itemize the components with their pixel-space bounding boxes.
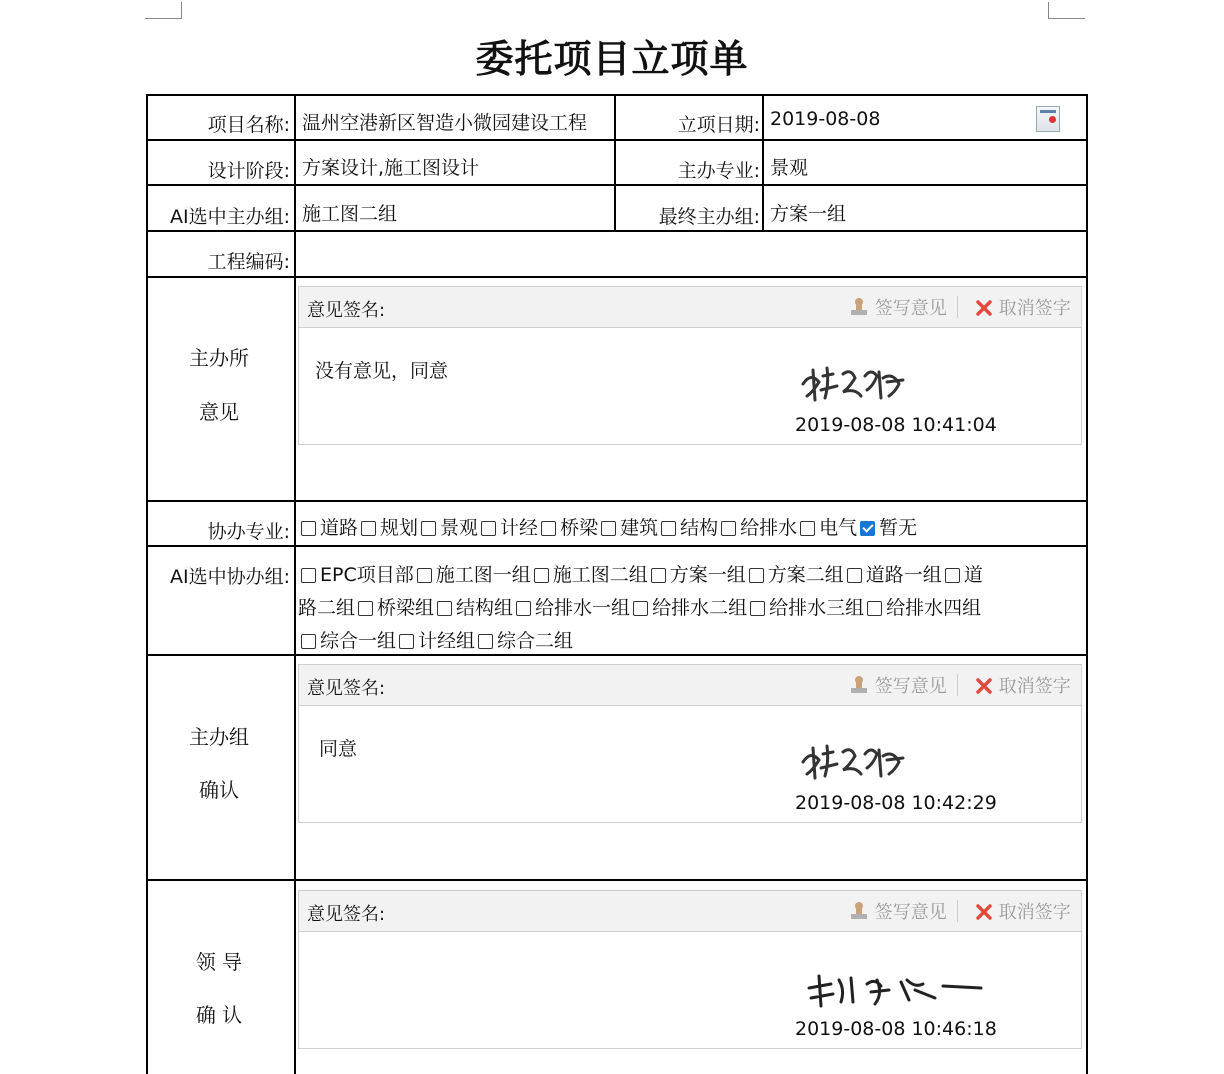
- checkbox[interactable]: [750, 601, 765, 616]
- row-divider: [148, 879, 1086, 881]
- checkbox-label: 给排水二组: [652, 597, 748, 619]
- checkbox-label: 施工图二组: [552, 564, 648, 586]
- section-label: 确 认: [195, 1003, 243, 1027]
- checkbox-label: 桥梁: [560, 517, 599, 539]
- checkbox-label: 综合二组: [497, 630, 574, 652]
- checkbox[interactable]: [361, 521, 376, 536]
- panel-header: [299, 665, 1081, 706]
- major-label: 主办专业:: [677, 160, 760, 182]
- checkbox-label: 规划: [380, 517, 419, 539]
- checkbox-label: 施工图一组: [435, 564, 531, 586]
- close-icon: [975, 903, 993, 921]
- checkbox-label: 计经: [500, 517, 539, 539]
- panel-body: [299, 328, 1081, 444]
- checkbox-option[interactable]: [414, 564, 531, 586]
- panel-body: [299, 706, 1081, 822]
- section-label: 主办所: [189, 346, 249, 370]
- checkbox-option[interactable]: [298, 517, 358, 539]
- checkbox-label: 给排水一组: [535, 597, 631, 619]
- stamp-icon: [849, 297, 869, 317]
- checkbox[interactable]: [534, 568, 549, 583]
- opinion-panel: [298, 286, 1082, 445]
- option-line: [298, 592, 1082, 625]
- checkbox-option[interactable]: [857, 517, 917, 539]
- assist-major-label: 协办专业:: [207, 521, 290, 543]
- row-divider: [148, 500, 1086, 502]
- row-divider: [148, 230, 1086, 232]
- sign-timestamp: 2019-08-08 10:46:18: [795, 1018, 997, 1040]
- cancel-sign-button[interactable]: [975, 672, 1071, 698]
- assist-group-options: [298, 559, 1082, 658]
- sign-opinion-label: 签写意见: [874, 676, 947, 697]
- project-name-label: 项目名称:: [207, 114, 290, 136]
- crop-mark-right: [1048, 2, 1085, 19]
- checkbox[interactable]: [651, 568, 666, 583]
- checkbox-label: 结构: [680, 517, 719, 539]
- checkbox-option[interactable]: [718, 517, 797, 539]
- signature-image: [799, 740, 909, 782]
- checkbox-option[interactable]: [396, 630, 475, 652]
- checkbox[interactable]: [945, 568, 960, 583]
- checkbox-option[interactable]: [475, 630, 573, 652]
- row-divider: [148, 94, 1086, 96]
- checkbox[interactable]: [301, 521, 316, 536]
- sign-opinion-label: 签写意见: [874, 298, 947, 319]
- checkbox-label: 计经组: [418, 630, 476, 652]
- assist-major-options: [298, 512, 1082, 545]
- checkbox[interactable]: [860, 521, 875, 536]
- calendar-icon[interactable]: [1036, 106, 1060, 132]
- checkbox[interactable]: [481, 521, 496, 536]
- signature-image: [799, 362, 909, 404]
- checkbox-label: 给排水: [740, 517, 798, 539]
- sign-opinion-button[interactable]: [849, 672, 947, 698]
- col-divider: [294, 276, 296, 1074]
- opinion-panel: [298, 664, 1082, 823]
- sign-opinion-label: 签写意见: [874, 902, 947, 923]
- col-divider: [294, 94, 296, 276]
- checkbox[interactable]: [301, 568, 316, 583]
- col-divider: [614, 94, 616, 230]
- sign-timestamp: 2019-08-08 10:42:29: [795, 792, 997, 814]
- col-divider: [762, 94, 764, 230]
- row-divider: [148, 545, 1086, 547]
- checkbox-label: 结构组: [456, 597, 514, 619]
- cancel-sign-label: 取消签字: [998, 902, 1071, 923]
- stage-label: 设计阶段:: [207, 160, 290, 182]
- stamp-icon: [849, 675, 869, 695]
- page-title: 委托项目立项单: [475, 37, 749, 81]
- checkbox[interactable]: [601, 521, 616, 536]
- cancel-sign-label: 取消签字: [998, 298, 1071, 319]
- checkbox[interactable]: [661, 521, 676, 536]
- section-label: 意见: [199, 400, 239, 424]
- row-divider: [148, 276, 1086, 278]
- date-field[interactable]: 2019-08-08: [770, 108, 881, 130]
- checkbox-label: 建筑: [620, 517, 659, 539]
- checkbox[interactable]: [478, 634, 493, 649]
- checkbox[interactable]: [301, 634, 316, 649]
- checkbox-label: 方案一组: [669, 564, 746, 586]
- checkbox[interactable]: [721, 521, 736, 536]
- panel-header: [299, 891, 1081, 932]
- checkbox[interactable]: [749, 568, 764, 583]
- checkbox-option[interactable]: [355, 597, 434, 619]
- button-separator: [957, 296, 958, 318]
- checkbox[interactable]: [867, 601, 882, 616]
- final-group-field[interactable]: 方案一组: [770, 203, 847, 225]
- checkbox[interactable]: [633, 601, 648, 616]
- checkbox-label: 电气: [819, 517, 858, 539]
- checkbox-option[interactable]: [746, 564, 844, 586]
- checkbox-label: 道路一组: [865, 564, 942, 586]
- opinion-text: 没有意见，同意: [315, 360, 449, 382]
- cancel-sign-button[interactable]: [975, 294, 1071, 320]
- cancel-sign-button[interactable]: [975, 898, 1071, 924]
- crop-mark-left: [145, 2, 182, 19]
- checkbox-option[interactable]: [844, 564, 942, 586]
- checkbox[interactable]: [516, 601, 531, 616]
- checkbox[interactable]: [421, 521, 436, 536]
- checkbox[interactable]: [800, 521, 815, 536]
- checkbox[interactable]: [417, 568, 432, 583]
- checkbox-label: 路二组: [298, 597, 356, 619]
- checkbox-label: 道: [963, 564, 983, 586]
- panel-body: [299, 932, 1081, 1048]
- ai-group-field[interactable]: 施工图二组: [302, 203, 398, 225]
- major-field[interactable]: 景观: [770, 157, 809, 179]
- button-separator: [957, 900, 958, 922]
- checkbox-label: 给排水三组: [769, 597, 865, 619]
- section-label: 主办组: [189, 725, 249, 749]
- checkbox[interactable]: [358, 601, 373, 616]
- checkbox-option[interactable]: [630, 597, 747, 619]
- checkbox-option[interactable]: [478, 517, 538, 539]
- checkbox-option[interactable]: [298, 630, 396, 652]
- assist-group-label: AI选中协办组:: [169, 566, 290, 588]
- option-line: [298, 559, 1082, 592]
- option-line: [298, 625, 1082, 658]
- row-divider: [148, 184, 1086, 186]
- opinion-text: 同意: [319, 738, 358, 760]
- signature-image: [805, 972, 985, 1008]
- panel-header-label: 意见签名:: [307, 678, 386, 699]
- checkbox-option[interactable]: [513, 597, 630, 619]
- checkbox-option[interactable]: [648, 564, 746, 586]
- close-icon: [975, 299, 993, 317]
- panel-header-label: 意见签名:: [307, 904, 386, 925]
- checkbox-option[interactable]: [434, 597, 513, 619]
- project-name-field[interactable]: 温州空港新区智造小微园建设工程: [302, 112, 588, 134]
- section-label: 确认: [199, 778, 239, 802]
- checkbox[interactable]: [437, 601, 452, 616]
- panel-header: [299, 287, 1081, 328]
- checkbox-option[interactable]: [298, 564, 414, 586]
- checkbox-option[interactable]: [298, 597, 355, 619]
- checkbox-option[interactable]: [531, 564, 648, 586]
- row-divider: [148, 139, 1086, 141]
- code-label: 工程编码:: [207, 251, 290, 273]
- opinion-panel: [298, 890, 1082, 1049]
- checkbox-label: 方案二组: [767, 564, 844, 586]
- checkbox-label: 道路: [320, 517, 359, 539]
- checkbox[interactable]: [541, 521, 556, 536]
- checkbox-label: 暂无: [879, 517, 918, 539]
- checkbox-option[interactable]: [797, 517, 857, 539]
- final-group-label: 最终主办组:: [658, 206, 760, 228]
- section-label: 领 导: [195, 950, 243, 974]
- sign-timestamp: 2019-08-08 10:41:04: [795, 414, 997, 436]
- sign-opinion-button[interactable]: [849, 898, 947, 924]
- ai-group-label: AI选中主办组:: [169, 206, 290, 228]
- checkbox-option[interactable]: [864, 597, 981, 619]
- sign-opinion-button[interactable]: [849, 294, 947, 320]
- checkbox[interactable]: [847, 568, 862, 583]
- checkbox-option[interactable]: [358, 517, 418, 539]
- date-label: 立项日期:: [677, 114, 760, 136]
- stamp-icon: [849, 901, 869, 921]
- checkbox-label: EPC项目部: [320, 564, 414, 586]
- button-separator: [957, 674, 958, 696]
- checkbox-label: 综合一组: [320, 630, 397, 652]
- checkbox-option[interactable]: [942, 564, 983, 586]
- checkbox-option[interactable]: [598, 517, 658, 539]
- close-icon: [975, 677, 993, 695]
- checkbox-option[interactable]: [538, 517, 598, 539]
- stage-field[interactable]: 方案设计,施工图设计: [302, 157, 480, 179]
- cancel-sign-label: 取消签字: [998, 676, 1071, 697]
- checkbox-option[interactable]: [658, 517, 718, 539]
- panel-header-label: 意见签名:: [307, 300, 386, 321]
- project-form: [146, 94, 1088, 1074]
- checkbox-label: 景观: [440, 517, 479, 539]
- checkbox-label: 给排水四组: [886, 597, 982, 619]
- checkbox[interactable]: [399, 634, 414, 649]
- checkbox-option[interactable]: [747, 597, 864, 619]
- checkbox-option[interactable]: [418, 517, 478, 539]
- checkbox-label: 桥梁组: [377, 597, 435, 619]
